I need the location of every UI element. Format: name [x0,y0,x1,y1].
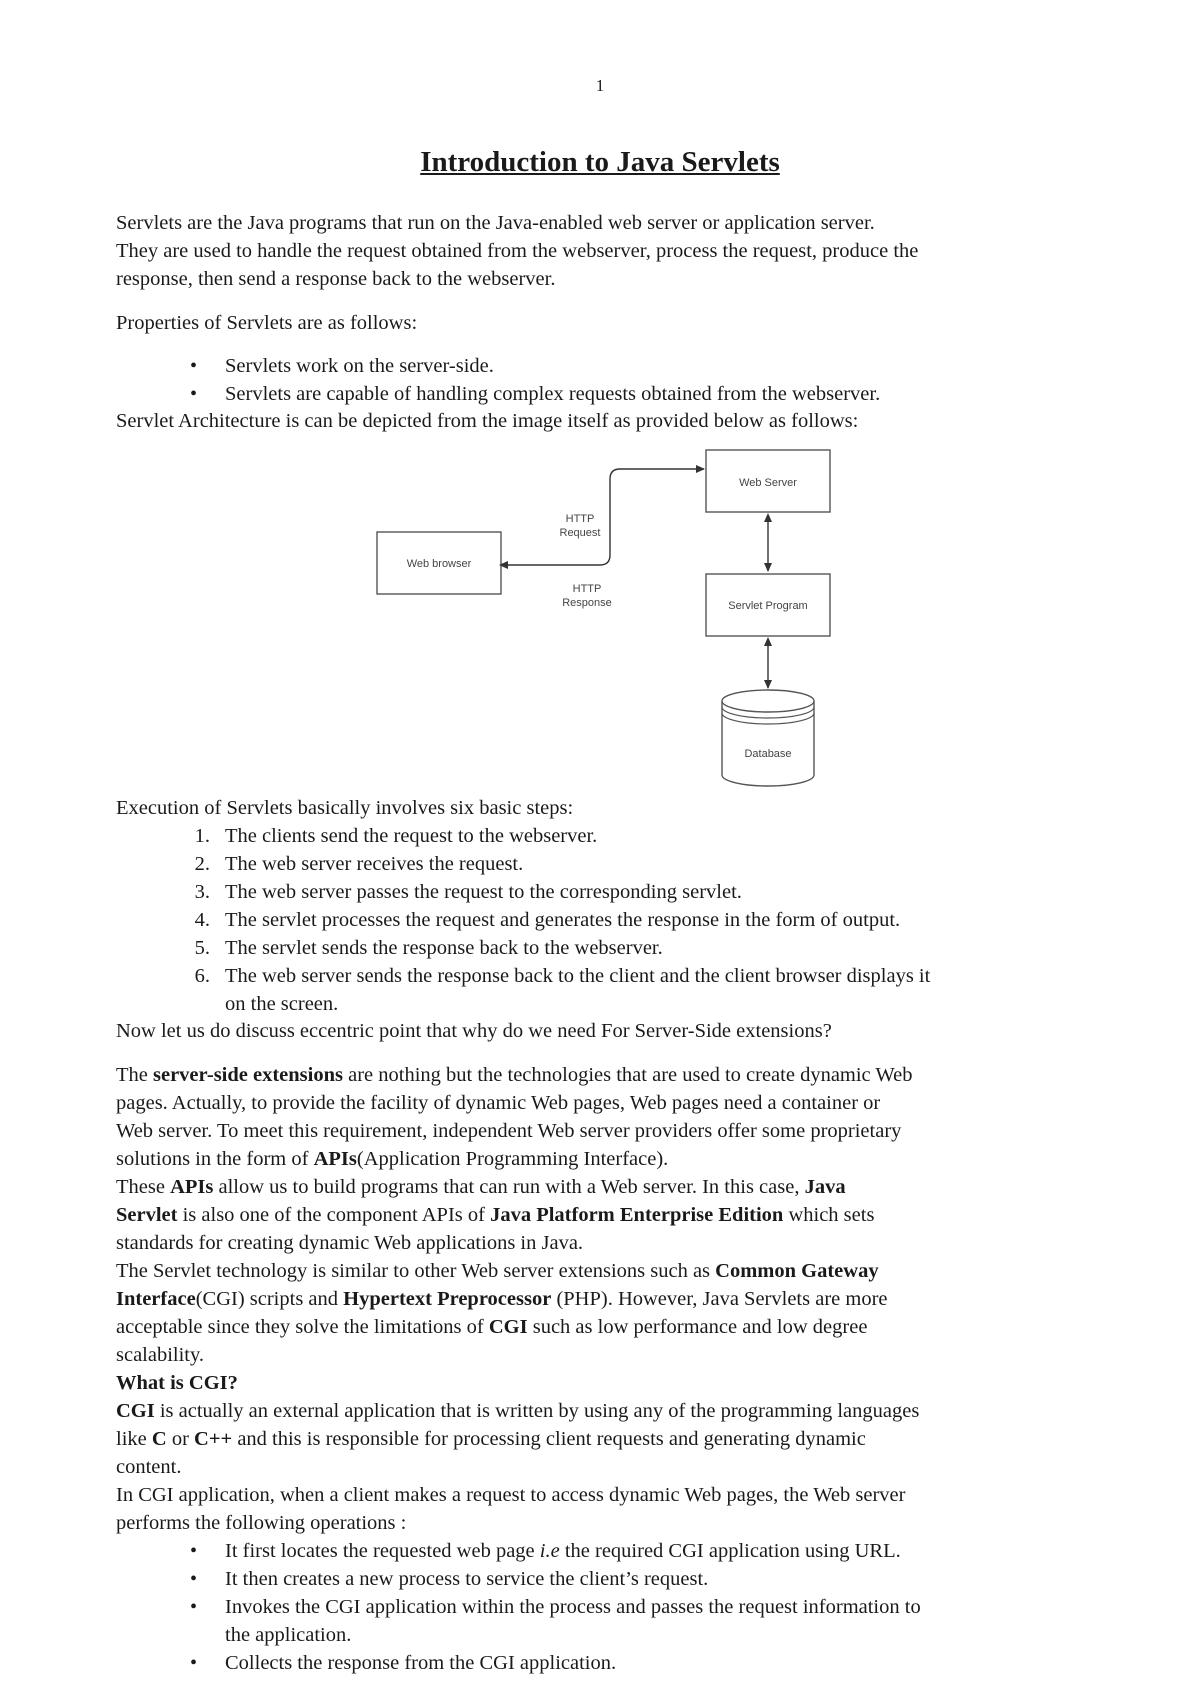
cgi-line-1: CGI is actually an external application that is written by using any of the programming languages [116,1400,920,1422]
operation-item-continuation: the application. [225,1624,352,1646]
tech-line-3: acceptable since they solve the limitations of CGI such as low performance and low degree [116,1316,868,1338]
http-request-label-2: Request [559,527,601,539]
http-request-label-1: HTTP [565,513,595,525]
servlet-program-label: Servlet Program [728,600,808,612]
property-item: Servlets are capable of handling complex requests obtained from the webserver. [225,383,881,405]
bullet-icon: • [190,383,198,405]
web-browser-label: Web browser [406,558,472,570]
step-item-continuation: on the screen. [225,993,339,1015]
sse-line-2: pages. Actually, to provide the facility of dynamic Web pages, Web pages need a container or [116,1092,881,1114]
step-item: The clients send the request to the webserver. [225,825,598,847]
intro-line-1: Servlets are the Java programs that run on the Java-enabled web server or application server. [116,212,875,234]
apis-line-3: standards for creating dynamic Web applications in Java. [116,1232,584,1254]
step-number: 5. [194,937,210,959]
http-response-label-1: HTTP [572,583,602,595]
tech-line-2: Interface(CGI) scripts and Hypertext Preprocessor (PHP). However, Java Servlets are more [116,1288,888,1310]
cgi-line-2: like C or C++ and this is responsible for processing client requests and generating dynamic [116,1428,866,1450]
apis-line-2: Servlet is also one of the component APIs of Java Platform Enterprise Edition which sets [116,1204,875,1226]
step-item: The web server sends the response back to the client and the client browser displays it [225,965,931,987]
cgi-app-line-1: In CGI application, when a client makes a request to access dynamic Web pages, the Web server [116,1484,906,1506]
operation-item: It first locates the requested web page i.e the required CGI application using URL. [225,1540,901,1562]
bullet-icon: • [190,1540,198,1562]
step-item: The web server receives the request. [225,853,524,875]
step-item: The servlet sends the response back to the webserver. [225,937,663,959]
page-number: 1 [595,76,605,95]
web-server-label: Web Server [739,477,797,489]
servlet-architecture-diagram [370,445,840,795]
database-label: Database [744,748,792,760]
page-title: Introduction to Java Servlets [420,146,780,178]
operation-item: Collects the response from the CGI application. [225,1652,617,1674]
architecture-text: Servlet Architecture is can be depicted from the image itself as provided below as follows: [116,410,859,432]
sse-line-1: The server-side extensions are nothing but the technologies that are used to create dynamic Web [116,1064,913,1086]
step-number: 2. [194,853,210,875]
database-cylinder [722,690,814,786]
properties-heading: Properties of Servlets are as follows: [116,312,418,334]
need-text: Now let us do discuss eccentric point that why do we need For Server-Side extensions? [116,1020,832,1042]
intro-line-3: response, then send a response back to the webserver. [116,268,556,290]
step-number: 6. [194,965,210,987]
cgi-line-3: content. [116,1456,182,1478]
bullet-icon: • [190,1596,198,1618]
cgi-heading: What is CGI? [116,1372,238,1394]
bullet-icon: • [190,1652,198,1674]
property-item: Servlets work on the server-side. [225,355,494,377]
http-response-label-2: Response [562,597,612,609]
bullet-icon: • [190,355,198,377]
http-request-arrow [501,469,704,565]
step-number: 4. [194,909,210,931]
sse-line-3: Web server. To meet this requirement, independent Web server providers offer some proprietary [116,1120,902,1142]
cgi-app-line-2: performs the following operations : [116,1512,407,1534]
step-item: The web server passes the request to the corresponding servlet. [225,881,742,903]
operation-item: It then creates a new process to service the client’s request. [225,1568,709,1590]
step-item: The servlet processes the request and generates the response in the form of output. [225,909,901,931]
step-number: 3. [194,881,210,903]
operation-item: Invokes the CGI application within the process and passes the request information to [225,1596,921,1618]
step-number: 1. [194,825,210,847]
tech-line-4: scalability. [116,1344,205,1366]
intro-line-2: They are used to handle the request obtained from the webserver, process the request, produce the [116,240,919,262]
sse-line-4: solutions in the form of APIs(Application Programming Interface). [116,1148,669,1170]
tech-line-1: The Servlet technology is similar to other Web server extensions such as Common Gateway [116,1260,879,1282]
bullet-icon: • [190,1568,198,1590]
execution-heading: Execution of Servlets basically involves six basic steps: [116,797,574,819]
apis-line-1: These APIs allow us to build programs that can run with a Web server. In this case, Java [116,1176,846,1198]
